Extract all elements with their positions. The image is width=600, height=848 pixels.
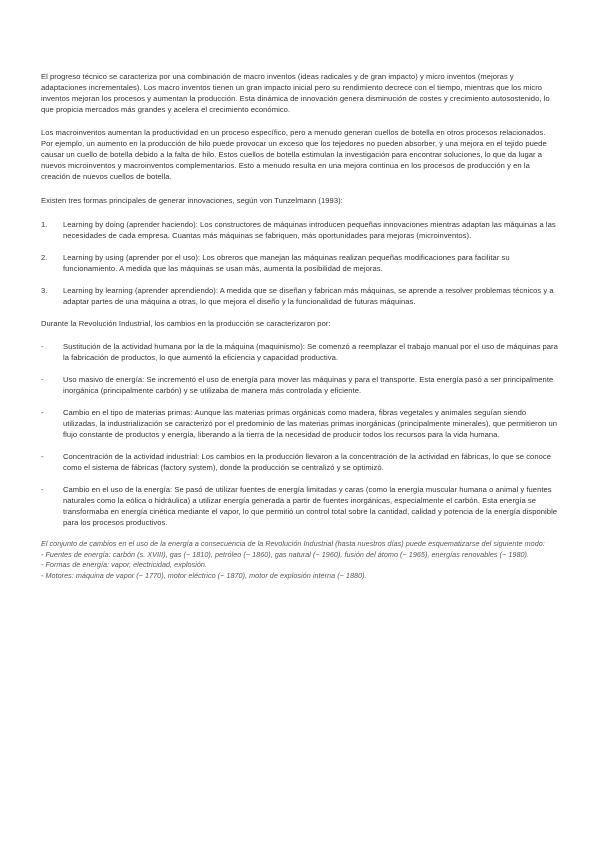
list-item (41, 285, 559, 307)
list-item-text: Cambio en el tipo de materias primas: Aunque las materias primas orgánicas como madera, fibras vegetales y animales seguían siendo utilizadas, la industrialización se caracterizó por el predominio de las materias primas inorgánicas (principalmente minerales), que permitieron un flujo constante de productos y energía, liberando a la tierra de la necesidad de producir todos los recursos para la vida humana. (63, 408, 557, 439)
list-dash: - (41, 375, 44, 384)
list-dash: - (41, 342, 44, 351)
list-item (41, 451, 559, 473)
list-item-text: Learning by using (aprender por el uso): Los obreros que manejan las máquinas realizan pequeñas modificaciones para facilitar su funcionamiento. A medida que las máquinas se usan más, aumenta la posibilidad de mejoras. (63, 253, 510, 273)
list-dash: - (41, 452, 44, 461)
list-number: 3. (41, 286, 48, 295)
list-number: 2. (41, 253, 48, 262)
document-content (41, 71, 559, 581)
note-line-motores: - Motores: máquina de vapor (~ 1770), motor eléctrico (~ 1870), motor de explosión interna (~ 1880). (41, 570, 367, 580)
list-number: 1. (41, 220, 48, 229)
list-dash: - (41, 485, 44, 494)
list-item-text: Sustitución de la actividad humana por la de la máquina (maquinismo): Se comenzó a reemplazar el trabajo manual por el uso de máquinas para la fabricación de productos, lo que aumentó la eficiencia y capacidad productiva. (63, 342, 558, 362)
list-item (41, 374, 559, 396)
list-item-text: Uso masivo de energía: Se incrementó el uso de energía para mover las máquinas y para el transporte. Esta energía pasó a ser principalmente inorgánica (principalmente carbón) y se utilizaba de manera más controlada y eficiente. (63, 375, 554, 395)
note-intro: El conjunto de cambios en el uso de la energía a consecuencia de la Revolución Industrial (hasta nuestros días) puede esquematizarse del siguiente modo: (41, 539, 545, 548)
innovation-forms-list (41, 219, 559, 307)
list-item-text: Concentración de la actividad industrial: Los cambios en la producción llevaron a la concentración de la actividad en fábricas, lo que se conoce como el sistema de fábricas (factory system), donde la producción se centralizó y se optimizó. (63, 452, 551, 472)
list-dash: - (41, 408, 44, 417)
note-line-fuentes: - Fuentes de energía: carbón (s. XVIII), gas (~ 1810), petróleo (~ 1860), gas natural (~ 1960), fusión del átomo (~ 1965), energías renovables (~ 1980). (41, 549, 530, 559)
list-item (41, 484, 559, 528)
list-item-text: Cambio en el uso de la energía: Se pasó de utilizar fuentes de energía limitadas y caras (como la energía muscular humana o animal y fuentes naturales como la eólica o hidráulica) a utilizar energía generada a partir de fuentes inorgánicas, especialmente el carbón. Esta energía se transformaba en energía cinética mediante el vapor, lo que permitió un control total sobre la cantidad, calidad y potencia de la energía disponible para los procesos productivos. (63, 485, 558, 527)
list-item-text: Learning by doing (aprender haciendo): Los constructores de máquinas introducen pequeñas innovaciones mientras adaptan las máquinas a las necesidades de cada empresa. Cuantas más máquinas se fabriquen, más oportunidades para mejoras (microinventos). (63, 220, 556, 240)
paragraph-progreso-tecnico: El progreso técnico se caracteriza por una combinación de macro inventos (ideas radicales y de gran impacto) y micro inventos (mejoras y adaptaciones incrementales). Los macro inventos tienen un gran impacto inicial pero su rendimiento decrece con el tiempo, mientras que los micro inventos mejoran los procesos y aumentan la producción. Esta dinámica de innovación genera disminución de costes y crecimiento autosostenido, lo que propicia mercados más grandes y acelera el crecimiento económico. (41, 72, 550, 114)
energy-summary-note (41, 539, 559, 581)
list-item (41, 219, 559, 241)
list-item (41, 252, 559, 274)
paragraph-formas-innovacion: Existen tres formas principales de generar innovaciones, según von Tunzelmann (1993): (41, 196, 343, 205)
list-item-text: Learning by learning (aprender aprendiendo): A medida que se diseñan y fabrican más máquinas, se aprende a resolver problemas técnicos y a adaptar partes de una máquina a otras, lo que mejora el diseño y la funcionalidad de futuras máquinas. (63, 286, 554, 306)
paragraph-revolucion-industrial: Durante la Revolución Industrial, los cambios en la producción se caracterizaron por: (41, 319, 331, 328)
list-item (41, 341, 559, 363)
paragraph-macroinventos: Los macroinventos aumentan la productividad en un proceso específico, pero a menudo generan cuellos de botella en otros procesos relacionados. Por ejemplo, un aumento en la producción de hilo puede provocar un exceso que los tejedores no pueden absorber, y una mejora en el tejido puede causar un cuello de botella debido a la falta de hilo. Estos cuellos de botella estimulan la investigación para encontrar soluciones, lo que da lugar a nuevos microinventos y macroinventos complementarios. Esto a menudo resulta en una mejora continua en los procesos de producción y en la creación de nuevos cuellos de botella. (41, 128, 547, 181)
production-changes-list (41, 341, 559, 528)
list-item (41, 407, 559, 440)
note-line-formas: - Formas de energía: vapor, electricidad, explosión. (41, 560, 207, 569)
